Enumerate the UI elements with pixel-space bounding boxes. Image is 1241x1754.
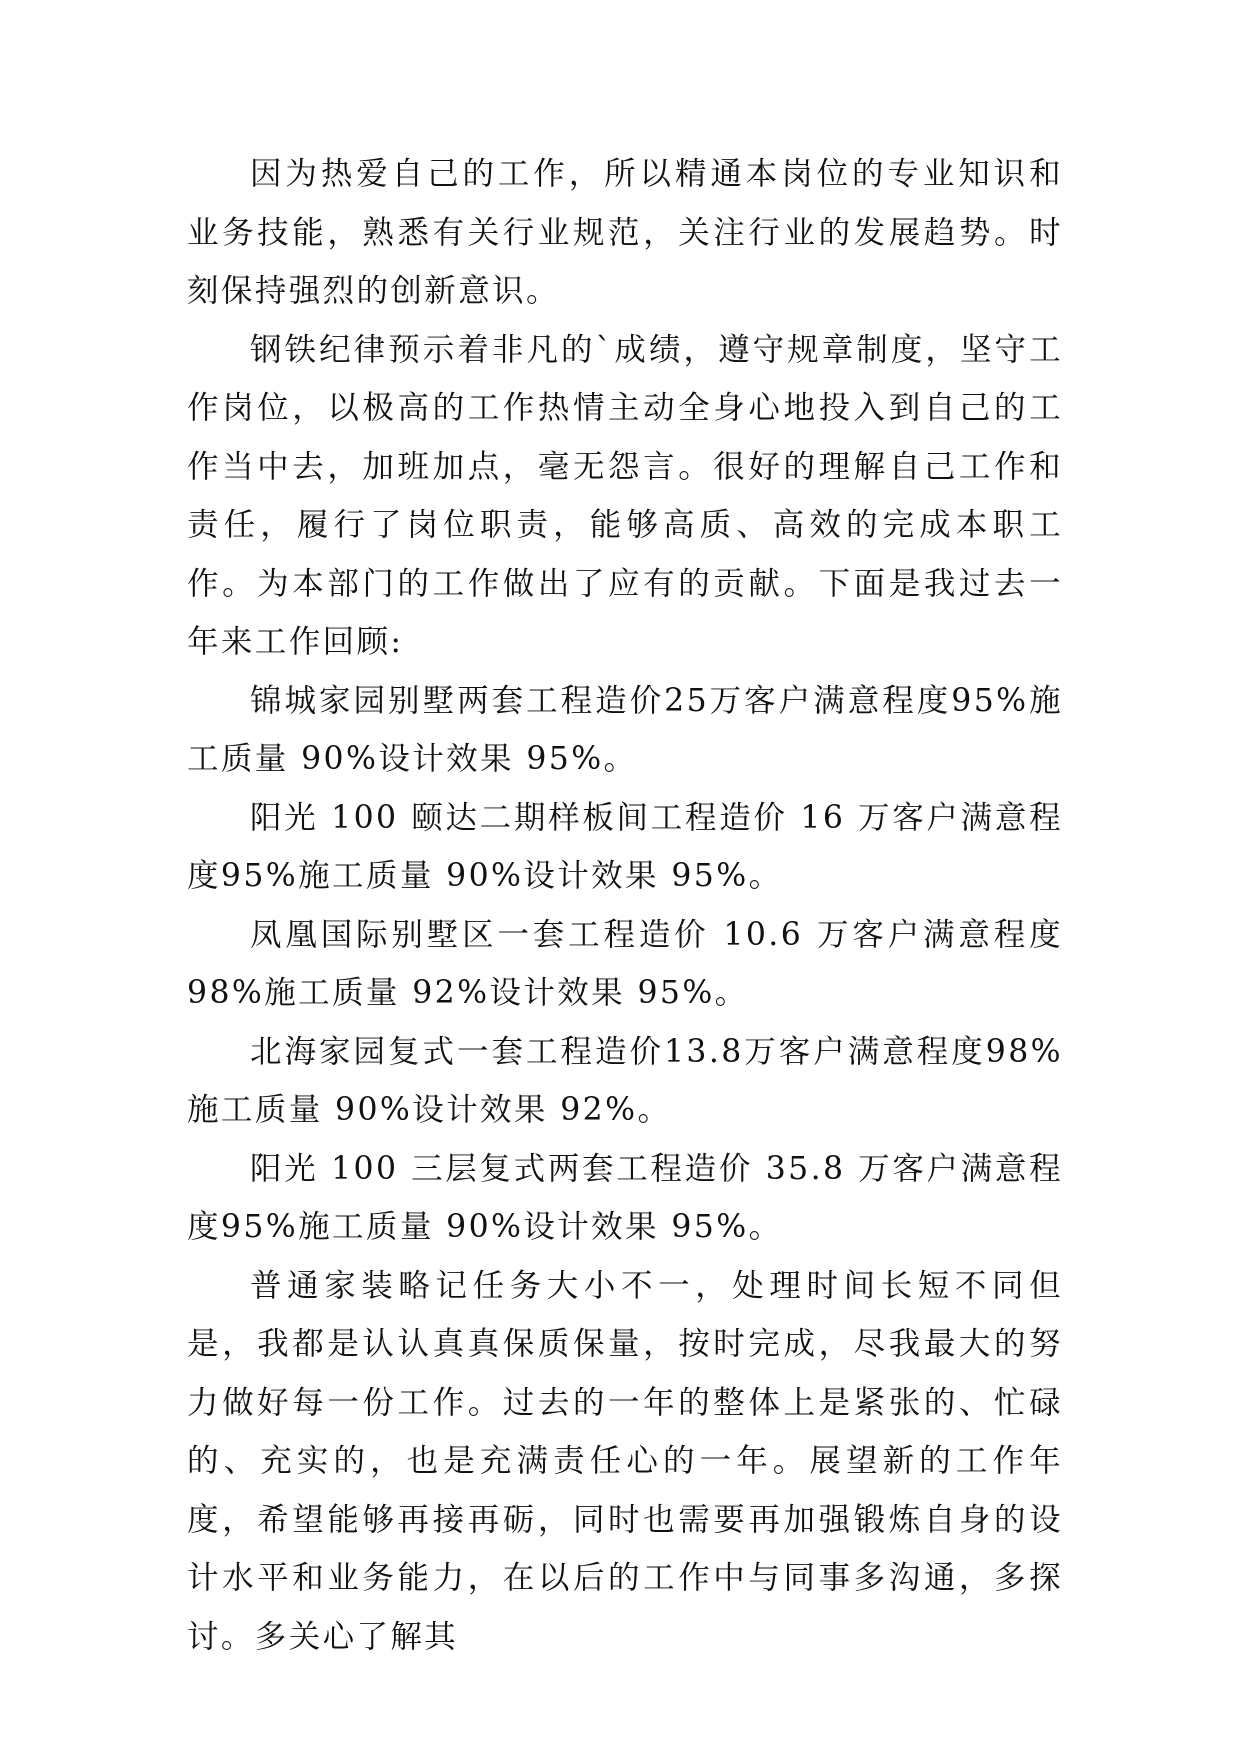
paragraph-project-fenghuang: 凤凰国际别墅区一套工程造价 10.6 万客户满意程度 98%施工质量 92%设计效果 95%。 bbox=[187, 916, 1063, 1011]
paragraph-work-attitude: 因为热爱自己的工作，所以精通本岗位的专业知识和业务技能，熟悉有关行业规范，关注行业的发展趋势。时刻保持强烈的创新意识。 bbox=[187, 156, 1063, 309]
paragraph-project-yangguang-duplex: 阳光 100 三层复式两套工程造价 35.8 万客户满意程度95%施工质量 90%设计效果 95%。 bbox=[187, 1150, 1063, 1245]
document-body bbox=[187, 145, 1063, 1666]
paragraph-project-jincheng: 锦城家园别墅两套工程造价25万客户满意程度95%施工质量 90%设计效果 95%。 bbox=[187, 682, 1063, 777]
paragraph-discipline: 钢铁纪律预示着非凡的`成绩，遵守规章制度，坚守工作岗位，以极高的工作热情主动全身心地投入到自己的工作当中去，加班加点，毫无怨言。很好的理解自己工作和责任，履行了岗位职责，能够高质、高效的完成本职工作。为本部门的工作做出了应有的贡献。下面是我过去一年来工作回顾: bbox=[187, 331, 1063, 660]
paragraph-project-yangguang-yida: 阳光 100 颐达二期样板间工程造价 16 万客户满意程度95%施工质量 90%设计效果 95%。 bbox=[187, 799, 1063, 894]
paragraph-summary: 普通家装略记任务大小不一，处理时间长短不同但是，我都是认认真真保质保量，按时完成，尽我最大的努力做好每一份工作。过去的一年的整体上是紧张的、忙碌的、充实的，也是充满责任心的一年。展望新的工作年度，希望能够再接再砺，同时也需要再加强锻炼自身的设计水平和业务能力，在以后的工作中与同事多沟通，多探讨。多关心了解其 bbox=[187, 1267, 1063, 1655]
paragraph-project-beihai: 北海家园复式一套工程造价13.8万客户满意程度98%施工质量 90%设计效果 92%。 bbox=[187, 1033, 1063, 1128]
